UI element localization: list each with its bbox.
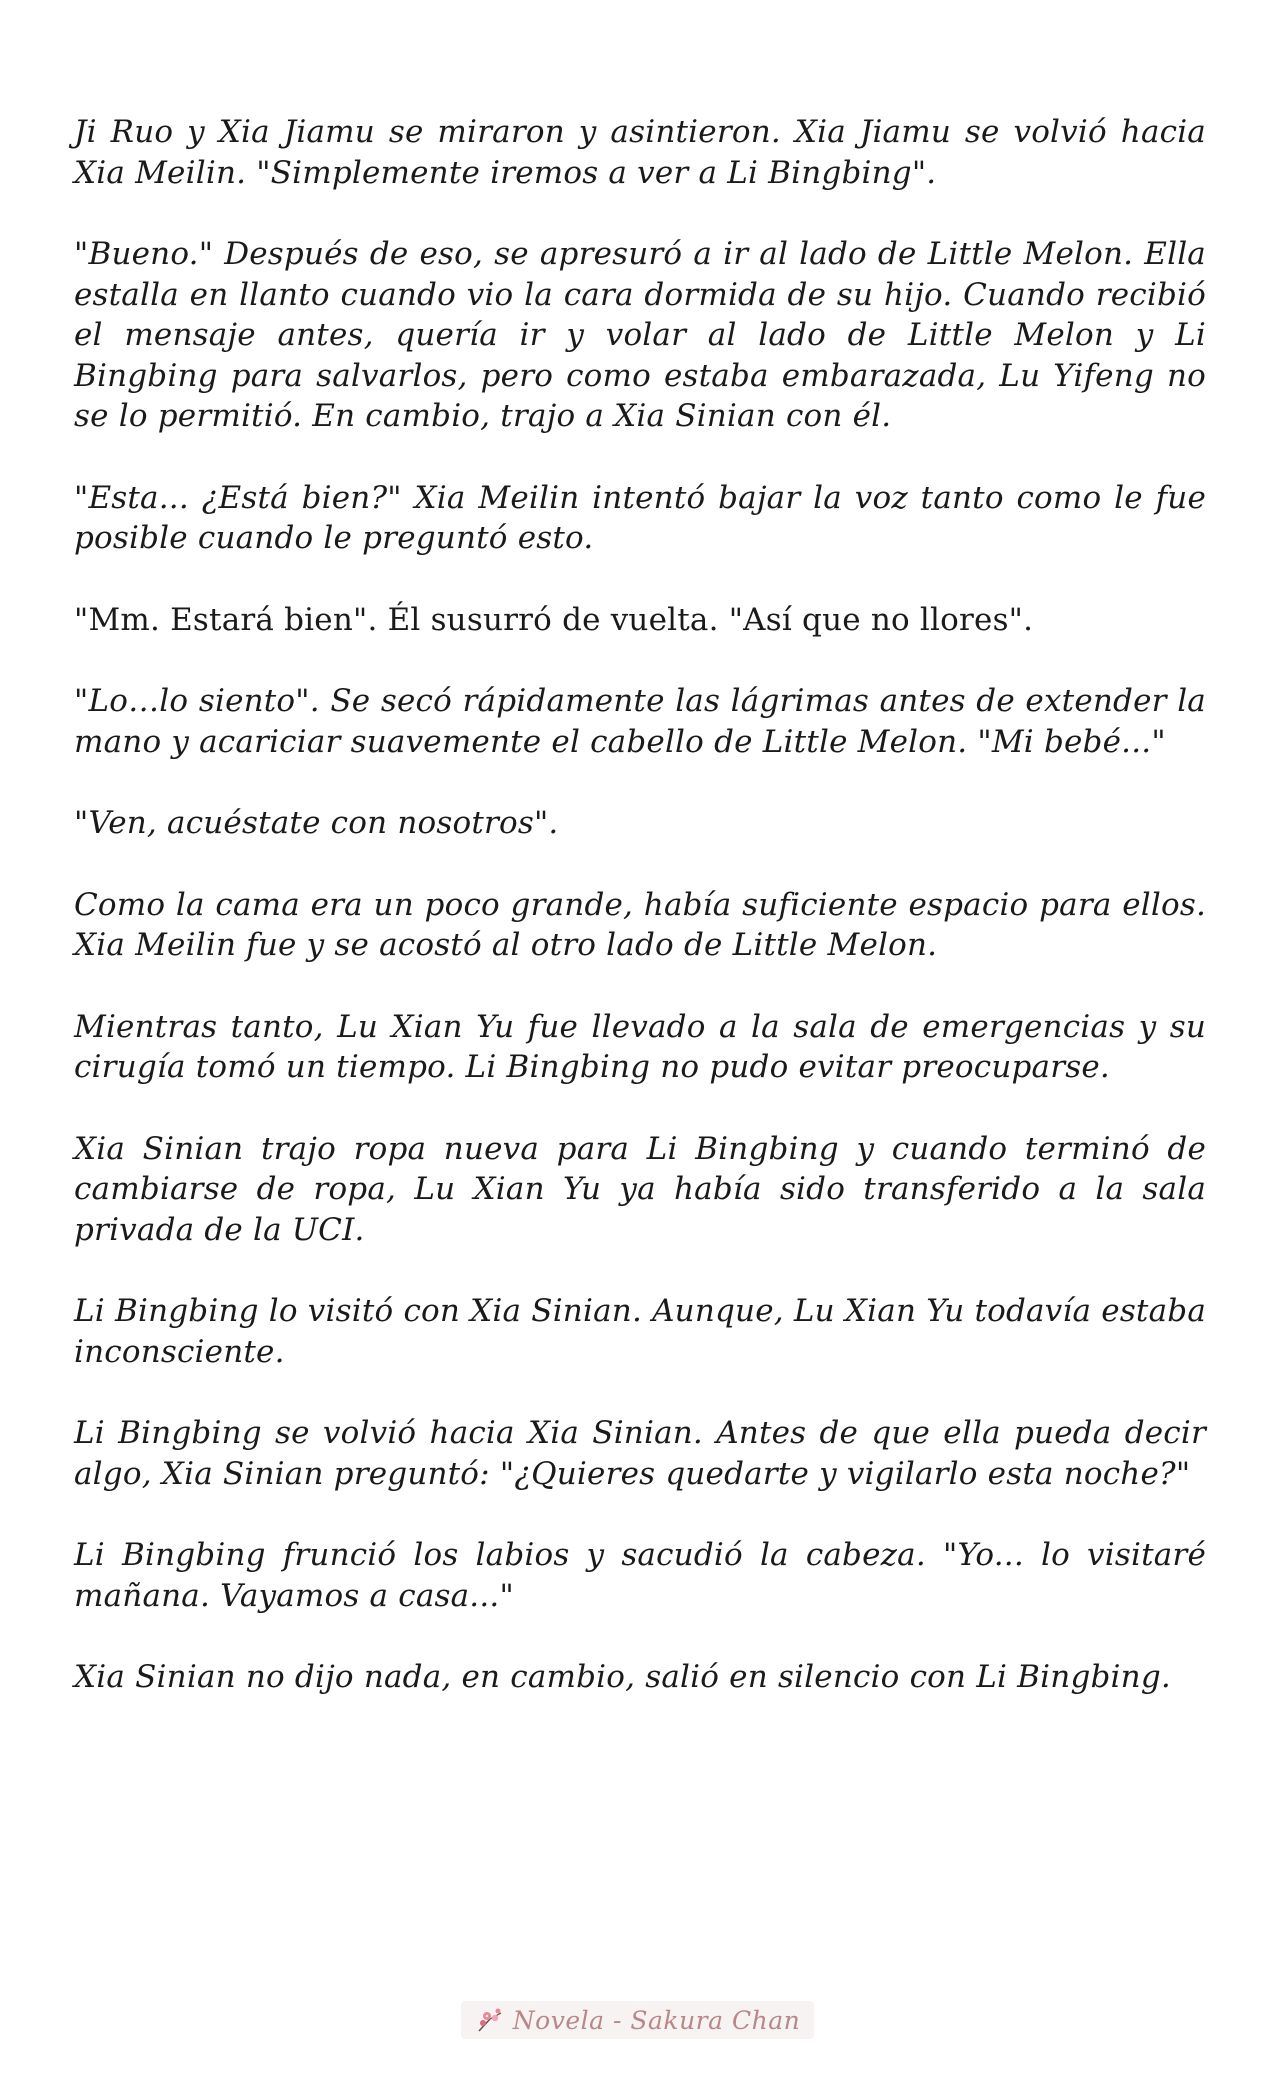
- paragraph-10: Li Bingbing lo visitó con Xia Sinian. Aunque, Lu Xian Yu todavía estaba inconsciente.: [74, 1293, 1206, 1370]
- paragraph-3: "Esta... ¿Está bien?" Xia Meilin intentó bajar la voz tanto como le fue posible cuando le preguntó esto.: [74, 479, 1206, 556]
- watermark-badge: [461, 2001, 814, 2039]
- paragraph-9: Xia Sinian trajo ropa nueva para Li Bingbing y cuando terminó de cambiarse de ropa, Lu Xian Yu ya había sido transferido a la sala privada de la UCI.: [74, 1130, 1206, 1248]
- chapter-text: [74, 112, 1206, 1739]
- sakura-blossom-icon: [475, 2005, 505, 2035]
- paragraph-7: Como la cama era un poco grande, había suficiente espacio para ellos. Xia Meilin fue y se acostó al otro lado de Little Melon.: [74, 886, 1206, 963]
- paragraph-2: "Bueno." Después de eso, se apresuró a ir al lado de Little Melon. Ella estalla en llanto cuando vio la cara dormida de su hijo. Cuando recibió el mensaje antes, quería ir y volar al lado de Little Melon y Li Bingbing para salvarlos, pero como estaba embarazada, Lu Yifeng no se lo permitió. En cambio, trajo a Xia Sinian con él.: [74, 236, 1206, 434]
- paragraph-12: Li Bingbing frunció los labios y sacudió la cabeza. "Yo... lo visitaré mañana. Vayamos a casa...": [74, 1537, 1206, 1614]
- watermark-text: Novela - Sakura Chan: [512, 2005, 801, 2035]
- paragraph-11: Li Bingbing se volvió hacia Xia Sinian. Antes de que ella pueda decir algo, Xia Sinian preguntó: "¿Quieres quedarte y vigilarlo esta noche?": [74, 1415, 1206, 1492]
- paragraph-4: "Mm. Estará bien". Él susurró de vuelta. "Así que no llores".: [74, 601, 1034, 638]
- paragraph-5: "Lo…lo siento". Se secó rápidamente las lágrimas antes de extender la mano y acariciar suavemente el cabello de Little Melon. "Mi bebé...": [74, 683, 1206, 760]
- paragraph-8: Mientras tanto, Lu Xian Yu fue llevado a la sala de emergencias y su cirugía tomó un tiempo. Li Bingbing no pudo evitar preocuparse.: [74, 1008, 1206, 1085]
- footer-watermark: [0, 1996, 1275, 2044]
- paragraph-13: Xia Sinian no dijo nada, en cambio, salió en silencio con Li Bingbing.: [74, 1659, 1171, 1695]
- paragraph-6: "Ven, acuéstate con nosotros".: [74, 805, 559, 841]
- paragraph-1: Ji Ruo y Xia Jiamu se miraron y asintieron. Xia Jiamu se volvió hacia Xia Meilin. "Simplemente iremos a ver a Li Bingbing".: [74, 114, 1206, 191]
